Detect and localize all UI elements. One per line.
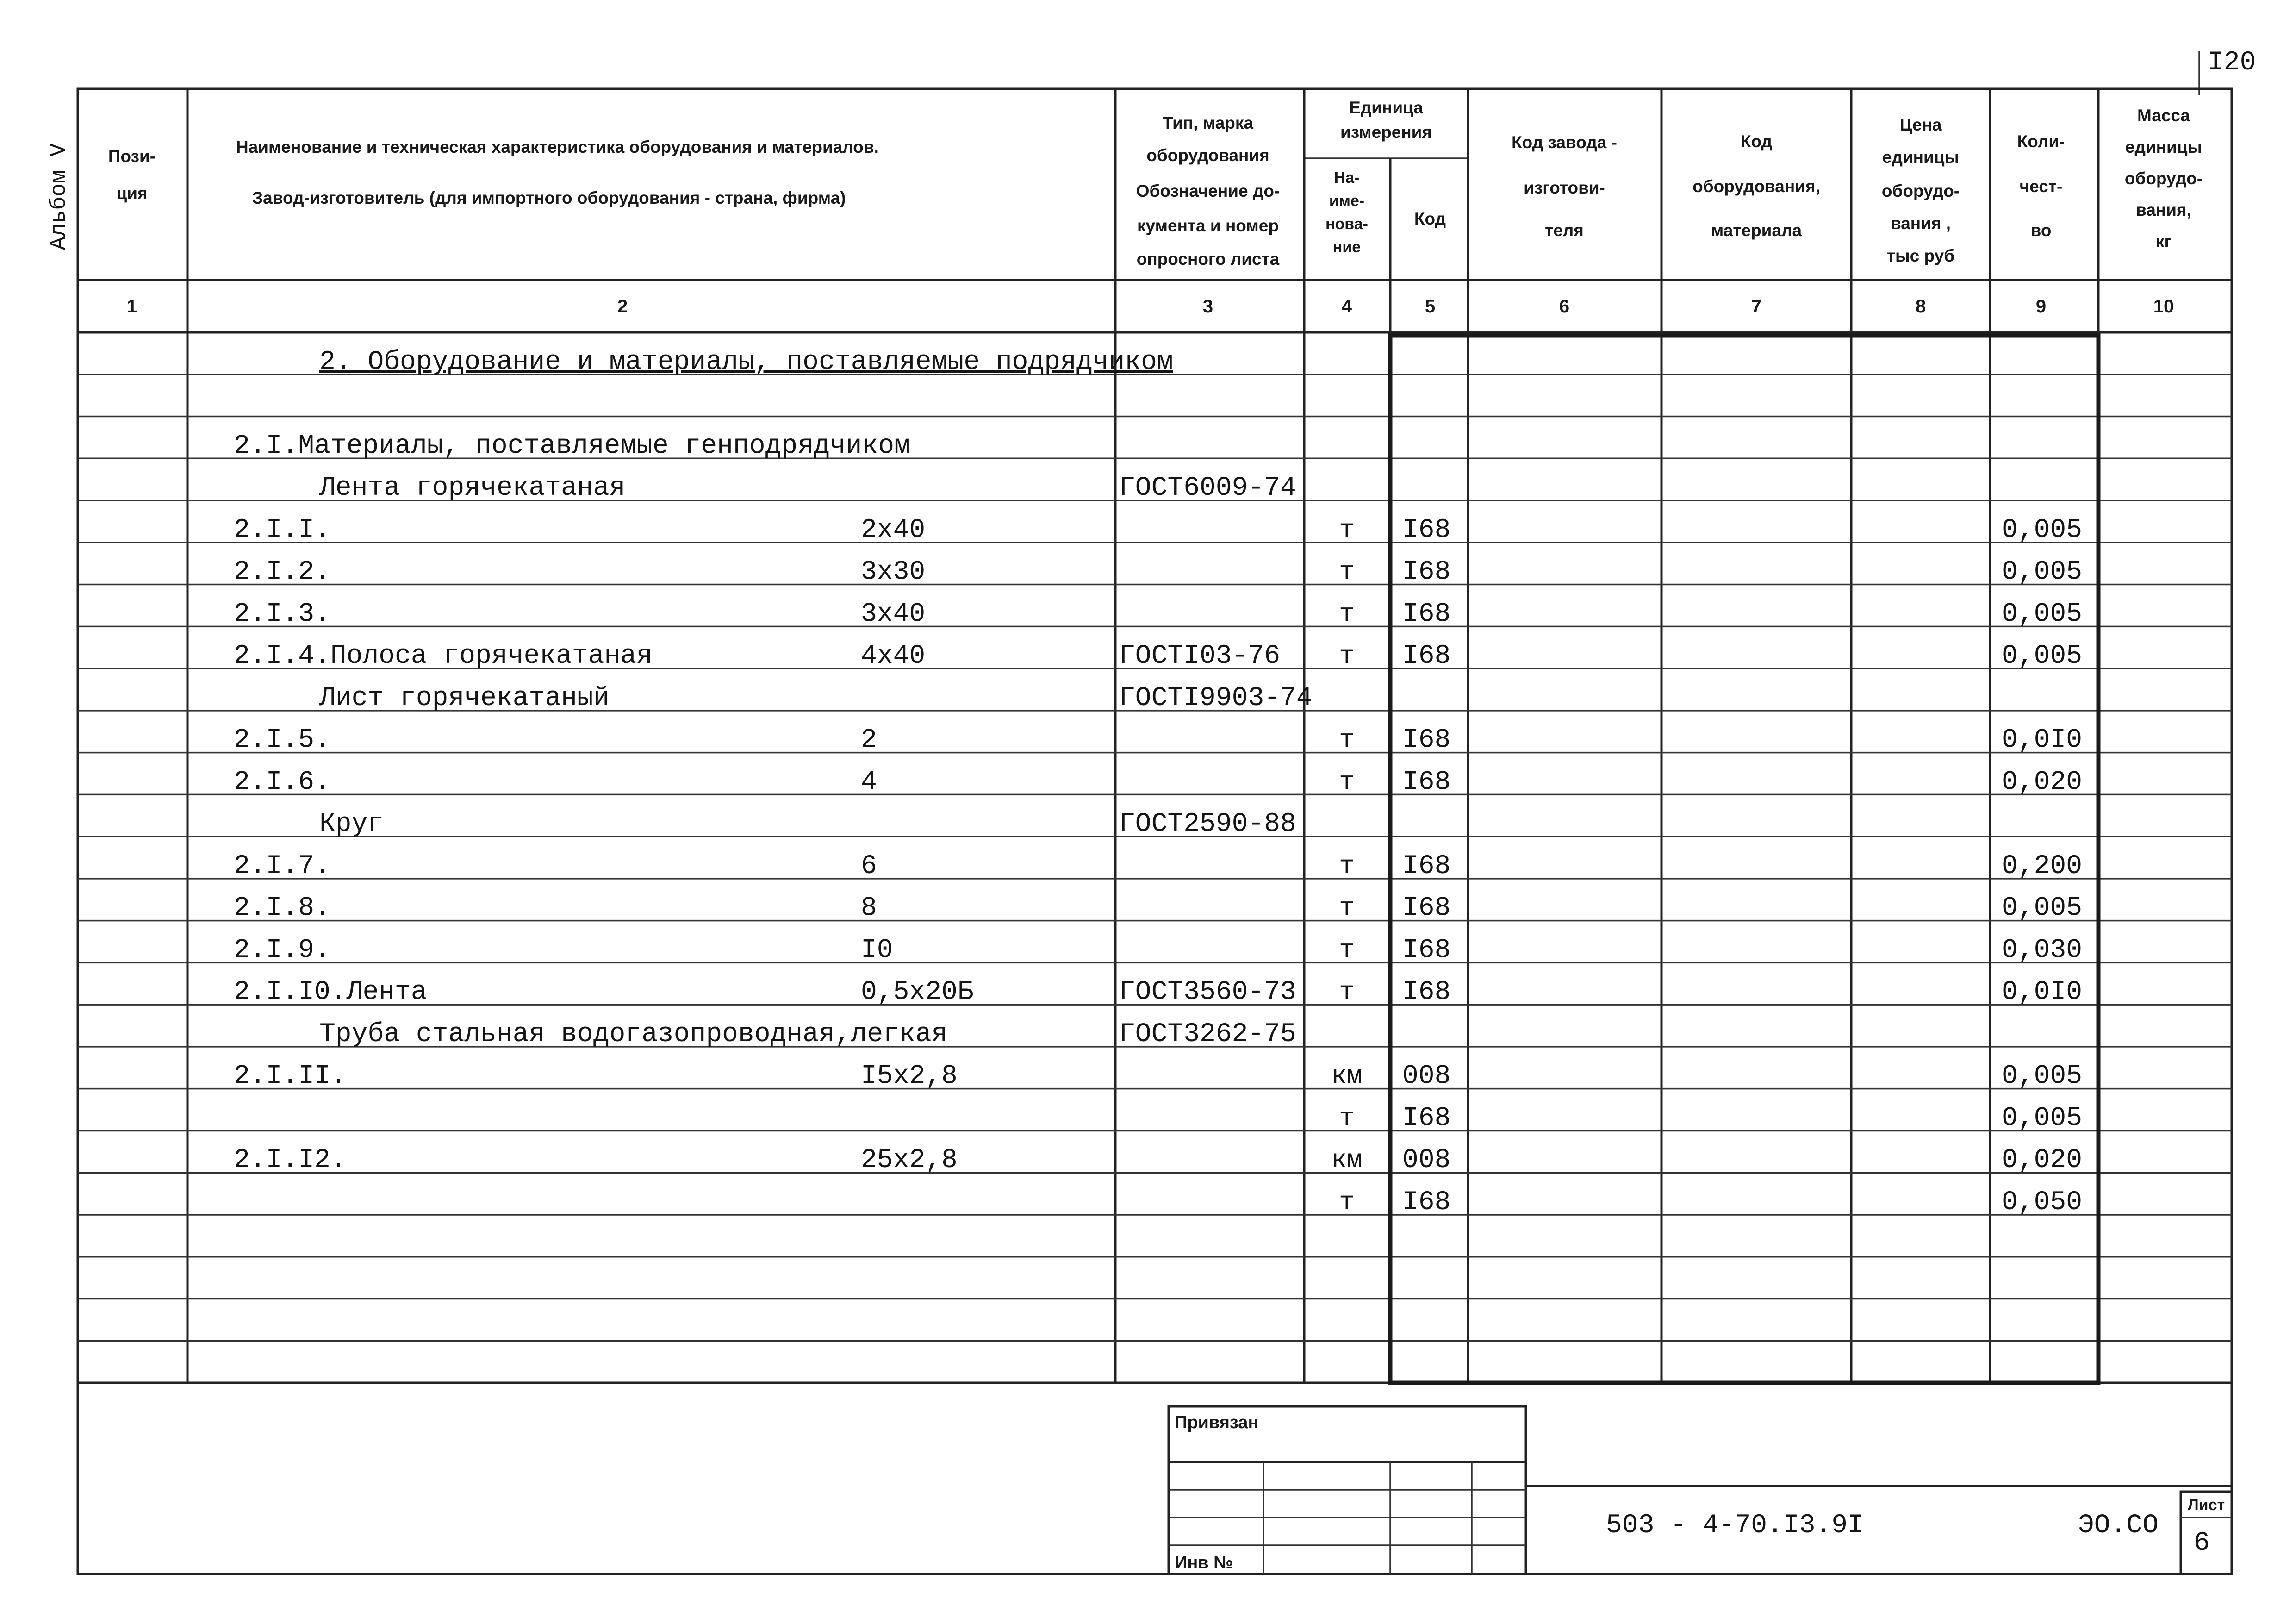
table-body bbox=[234, 347, 2082, 1218]
row-quantity: 0,005 bbox=[2002, 893, 2083, 924]
row-unit-code: I68 bbox=[1402, 851, 1451, 881]
row-dimension: 25x2,8 bbox=[861, 1145, 958, 1176]
row-name: Круг bbox=[319, 809, 384, 840]
row-dimension: 6 bbox=[861, 851, 877, 881]
table-row bbox=[234, 557, 2082, 587]
table-row bbox=[234, 977, 2082, 1007]
row-name: Лист горячекатаный bbox=[319, 683, 610, 713]
column-number: 6 bbox=[1559, 296, 1570, 317]
row-unit: т bbox=[1339, 1187, 1355, 1217]
table-row bbox=[234, 431, 910, 461]
row-unit-code: I68 bbox=[1402, 977, 1451, 1008]
table-row bbox=[319, 1019, 1296, 1049]
table-row bbox=[234, 641, 2082, 671]
column-number: 5 bbox=[1425, 296, 1436, 317]
album-label: Альбом V bbox=[47, 143, 72, 250]
row-unit-code: I68 bbox=[1402, 935, 1451, 966]
row-quantity: 0,005 bbox=[2002, 515, 2083, 545]
header-col10-l2: единицы bbox=[2125, 137, 2203, 156]
header-col4-l1: На- bbox=[1334, 169, 1360, 187]
row-name: 2.I.II. bbox=[234, 1061, 347, 1092]
row-standard: ГОСТI03-76 bbox=[1119, 641, 1281, 672]
row-dimension: 4 bbox=[861, 767, 877, 798]
header-col4-l3: нова- bbox=[1325, 215, 1368, 233]
row-quantity: 0,005 bbox=[2002, 641, 2083, 672]
row-dimension: 8 bbox=[861, 893, 877, 924]
column-number: 1 bbox=[126, 296, 137, 317]
row-unit-code: I68 bbox=[1402, 767, 1451, 798]
row-unit-code: I68 bbox=[1402, 725, 1451, 756]
row-unit: т bbox=[1339, 935, 1355, 965]
table-row bbox=[1339, 1187, 2082, 1218]
row-unit: т bbox=[1339, 557, 1355, 587]
bound-label: Привязан bbox=[1175, 1413, 1259, 1432]
table-row bbox=[234, 767, 2082, 797]
row-dimension: 2 bbox=[861, 725, 877, 756]
sheet-number: 6 bbox=[2194, 1528, 2210, 1558]
header-col4-l2: име- bbox=[1329, 192, 1365, 210]
column-number: 8 bbox=[1915, 296, 1926, 317]
header-col6-l2: изготови- bbox=[1524, 178, 1605, 197]
header-col7-l2: оборудования, bbox=[1692, 177, 1820, 196]
row-dimension: I5x2,8 bbox=[861, 1061, 958, 1092]
table-row bbox=[234, 935, 2082, 965]
row-unit: т bbox=[1339, 851, 1355, 881]
header-col7-l3: материала bbox=[1711, 221, 1802, 240]
header-col3-l3: Обозначение до- bbox=[1136, 181, 1280, 200]
header-units-l2: измерения bbox=[1340, 123, 1432, 142]
page-number: I20 bbox=[2208, 48, 2256, 78]
row-unit: т bbox=[1339, 1103, 1355, 1133]
row-standard: ГОСТI9903-74 bbox=[1119, 683, 1313, 713]
bold-column-box bbox=[1390, 336, 2098, 1383]
table-row bbox=[319, 473, 1296, 503]
table-row bbox=[234, 1062, 2082, 1092]
table-row bbox=[234, 725, 2082, 756]
row-name: 2.I.I0.Лента bbox=[234, 977, 427, 1008]
row-dimension: 4x40 bbox=[861, 641, 926, 672]
row-name: 2.I.I. bbox=[234, 515, 330, 545]
row-unit: т bbox=[1339, 893, 1355, 923]
header-col1-l1: Пози- bbox=[108, 147, 156, 166]
header-col4-l4: ние bbox=[1332, 238, 1361, 256]
row-unit-code: 008 bbox=[1402, 1061, 1451, 1092]
header-col8-l3: оборудо- bbox=[1881, 181, 1960, 200]
row-unit: т bbox=[1339, 767, 1355, 797]
row-unit: т bbox=[1339, 599, 1355, 629]
table-header bbox=[108, 98, 2203, 269]
table-row bbox=[234, 851, 2082, 881]
table-row bbox=[234, 515, 2082, 545]
header-col3-l4: кумента и номер bbox=[1137, 216, 1279, 235]
header-grid bbox=[187, 89, 2098, 332]
header-col10-l1: Масса bbox=[2137, 106, 2190, 125]
row-quantity: 0,0I0 bbox=[2002, 977, 2083, 1008]
row-standard: ГОСТ3560-73 bbox=[1119, 977, 1296, 1008]
header-col9-l2: чест- bbox=[2019, 177, 2063, 196]
row-dimension: 2x40 bbox=[861, 515, 926, 545]
column-number: 4 bbox=[1341, 296, 1352, 317]
row-name: 2.I.4.Полоса горячекатаная bbox=[234, 641, 653, 672]
column-number: 2 bbox=[617, 296, 628, 317]
row-name: 2.I.5. bbox=[234, 725, 330, 756]
table-row bbox=[234, 1145, 2082, 1175]
column-numbers-row bbox=[127, 296, 2174, 317]
header-col1-l2: ция bbox=[116, 184, 148, 203]
header-col3-l5: опросного листа bbox=[1136, 250, 1280, 269]
row-name: 2.I.I2. bbox=[234, 1145, 347, 1176]
column-number: 3 bbox=[1202, 296, 1213, 317]
row-quantity: 0,0I0 bbox=[2002, 725, 2083, 756]
header-col3-l2: оборудования bbox=[1146, 146, 1269, 165]
table-row bbox=[319, 683, 1313, 713]
row-name: 2.I.2. bbox=[234, 557, 330, 587]
header-col8-l1: Цена bbox=[1899, 115, 1942, 134]
row-name: Лента горячекатаная bbox=[319, 473, 626, 504]
header-units-l1: Единица bbox=[1349, 98, 1423, 117]
row-unit-code: 008 bbox=[1402, 1145, 1451, 1176]
header-col10-l5: кг bbox=[2156, 232, 2172, 251]
row-name: Труба стальная водогазопроводная,легкая bbox=[319, 1019, 948, 1049]
row-dimension: 3x40 bbox=[861, 599, 926, 630]
row-unit-code: I68 bbox=[1402, 641, 1451, 672]
header-col8-l4: вания , bbox=[1890, 214, 1951, 233]
table-row bbox=[319, 809, 1296, 839]
table-row bbox=[319, 347, 1173, 377]
header-col10-l4: вания, bbox=[2136, 200, 2191, 219]
inv-label: Инв № bbox=[1175, 1553, 1233, 1573]
header-col10-l3: оборудо- bbox=[2124, 169, 2203, 188]
row-quantity: 0,200 bbox=[2002, 851, 2083, 881]
row-name: 2. Оборудование и материалы, поставляемые подрядчиком bbox=[319, 347, 1173, 377]
header-col8-l2: единицы bbox=[1882, 148, 1960, 167]
row-standard: ГОСТ3262-75 bbox=[1119, 1019, 1296, 1049]
row-dimension: I0 bbox=[861, 935, 893, 966]
row-dimension: 3x30 bbox=[861, 557, 926, 587]
header-col3-l1: Тип, марка bbox=[1162, 113, 1254, 132]
row-unit: т bbox=[1339, 977, 1355, 1007]
header-col2-l2: Завод-изготовитель (для импортного оборудования - страна, фирма) bbox=[252, 188, 846, 207]
header-col6-l1: Код завода - bbox=[1512, 133, 1617, 152]
row-dimension: 0,5x20Б bbox=[861, 977, 974, 1008]
title-block bbox=[1169, 1406, 2232, 1574]
row-unit: т bbox=[1339, 515, 1355, 545]
row-quantity: 0,005 bbox=[2002, 557, 2083, 587]
row-unit: т bbox=[1339, 641, 1355, 671]
row-quantity: 0,050 bbox=[2002, 1187, 2083, 1218]
sheet-label: Лист bbox=[2187, 1496, 2225, 1514]
header-col9-l1: Коли- bbox=[2017, 132, 2065, 151]
row-unit-code: I68 bbox=[1402, 599, 1451, 630]
row-unit-code: I68 bbox=[1402, 557, 1451, 587]
row-unit-code: I68 bbox=[1402, 1103, 1451, 1134]
row-quantity: 0,020 bbox=[2002, 1145, 2083, 1176]
row-name: 2.I.6. bbox=[234, 767, 330, 798]
table-row bbox=[1339, 1103, 2082, 1133]
document-code: 503 - 4-70.I3.9I bbox=[1606, 1511, 1864, 1541]
row-quantity: 0,005 bbox=[2002, 599, 2083, 630]
column-number: 10 bbox=[2153, 296, 2174, 317]
row-standard: ГОСТ6009-74 bbox=[1119, 473, 1296, 504]
header-col8-l5: тыс руб bbox=[1886, 246, 1955, 265]
row-quantity: 0,005 bbox=[2002, 1103, 2083, 1134]
row-quantity: 0,005 bbox=[2002, 1061, 2083, 1092]
row-unit-code: I68 bbox=[1402, 893, 1451, 924]
row-name: 2.I.3. bbox=[234, 599, 330, 630]
header-col2-l1: Наименование и техническая характеристика оборудования и материалов. bbox=[236, 137, 879, 156]
table-row bbox=[234, 893, 2082, 924]
row-quantity: 0,020 bbox=[2002, 767, 2083, 798]
row-name: 2.I.7. bbox=[234, 851, 330, 881]
row-name: 2.I.9. bbox=[234, 935, 330, 966]
row-name: 2.I.Материалы, поставляемые генподрядчиком bbox=[234, 431, 910, 462]
row-name: 2.I.8. bbox=[234, 893, 330, 924]
row-quantity: 0,030 bbox=[2002, 935, 2083, 966]
column-number: 9 bbox=[2035, 296, 2047, 317]
header-col9-l3: во bbox=[2030, 221, 2052, 240]
header-col5: Код bbox=[1414, 209, 1446, 228]
header-col6-l3: теля bbox=[1545, 221, 1584, 240]
table-row bbox=[234, 599, 2082, 629]
column-number: 7 bbox=[1751, 296, 1762, 317]
row-standard: ГОСТ2590-88 bbox=[1119, 809, 1296, 840]
row-unit: км bbox=[1331, 1145, 1363, 1175]
row-unit-code: I68 bbox=[1402, 1187, 1451, 1218]
row-unit: т bbox=[1339, 725, 1355, 755]
row-unit-code: I68 bbox=[1402, 515, 1451, 545]
document-mark: ЭО.СО bbox=[2078, 1511, 2159, 1541]
header-col7-l1: Код bbox=[1740, 132, 1773, 151]
row-unit: км bbox=[1331, 1061, 1363, 1091]
